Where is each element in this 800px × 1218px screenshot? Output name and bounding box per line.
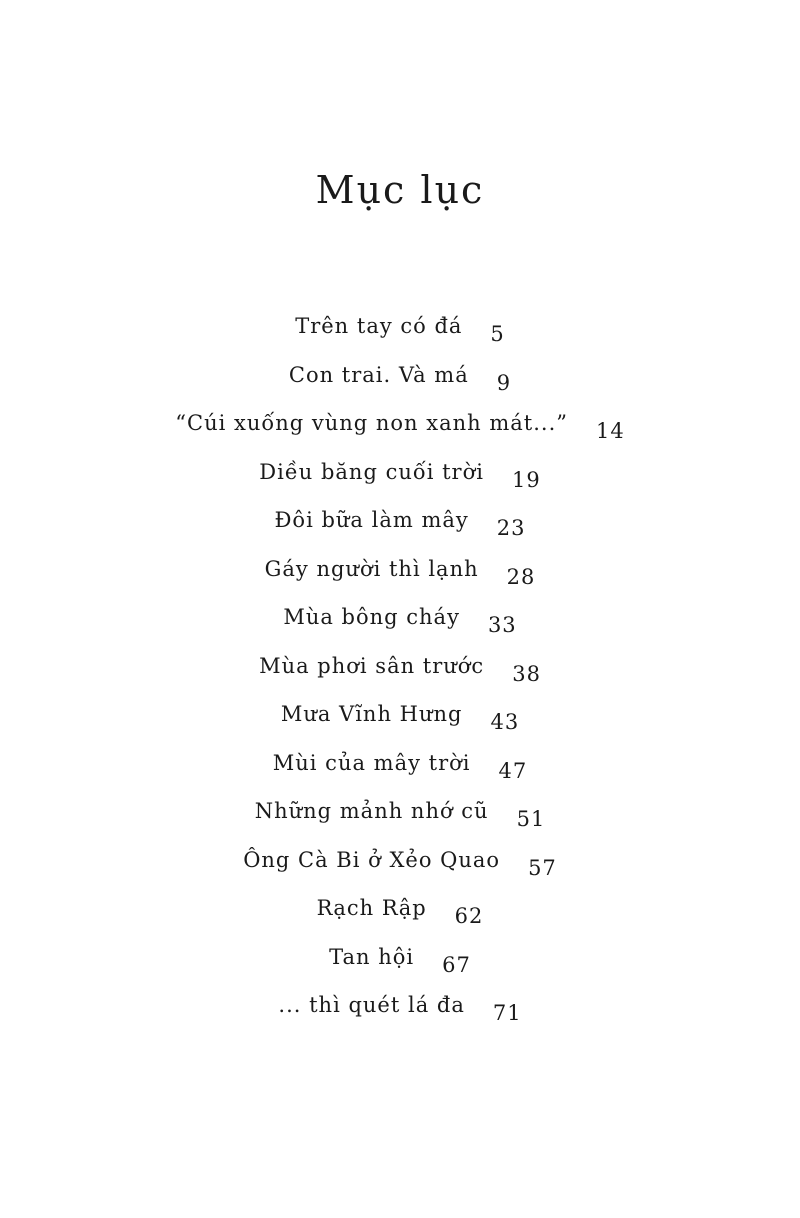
toc-entry-page: 9 [496,370,512,395]
toc-entry [0,557,800,606]
page-title: Mục lục [315,168,485,212]
toc-entry [0,896,800,945]
toc-entry-title: Mùa phơi sân trước [259,653,485,678]
toc-entry-page: 5 [490,322,505,346]
toc-entry [0,799,800,848]
toc-entry-title: ... thì quét lá đa [278,993,465,1017]
toc-entry [0,508,800,557]
toc-entry-page: 67 [442,952,471,977]
toc-entry-title: Con trai. Và má [288,362,469,387]
toc-entry [0,314,800,363]
table-of-contents [0,314,800,1042]
toc-entry-title: Những mảnh nhớ cũ [254,799,489,823]
toc-entry-title: “Cúi xuống vùng non xanh mát...” [175,411,568,435]
toc-entry-title: Đôi bữa làm mây [274,508,469,532]
toc-entry [0,702,800,751]
toc-entry [0,460,800,509]
toc-entry-page: 19 [511,467,541,492]
toc-entry [0,411,800,460]
toc-entry-page: 43 [490,710,520,734]
toc-entry [0,363,800,412]
toc-entry-title: Ông Cà Bi ở Xẻo Quao [243,847,501,872]
toc-entry-title: Rạch Rập [316,896,427,920]
toc-entry-page: 57 [528,855,557,880]
toc-entry-page: 47 [498,758,528,783]
toc-entry-page: 51 [516,807,546,831]
toc-entry-title: Diều băng cuối trời [259,459,484,484]
toc-entry-page: 23 [496,516,526,540]
toc-entry-page: 33 [487,613,517,637]
toc-entry-title: Tan hội [329,944,415,969]
toc-entry-page: 71 [492,1001,522,1025]
toc-entry-page: 62 [454,904,484,928]
toc-entry [0,945,800,994]
toc-entry [0,751,800,800]
toc-entry-page: 14 [595,419,625,443]
toc-entry-title: Mùa bông cháy [283,605,460,629]
toc-entry-title: Mùi của mây trời [272,750,471,775]
toc-entry [0,993,800,1042]
toc-entry [0,848,800,897]
toc-entry-title: Mưa Vĩnh Hưng [280,702,463,726]
toc-entry [0,654,800,703]
toc-entry-title: Gáy người thì lạnh [264,556,479,581]
toc-entry-page: 28 [506,564,536,589]
toc-entry [0,605,800,654]
toc-entry-title: Trên tay có đá [295,314,463,338]
toc-entry-page: 38 [512,661,541,686]
